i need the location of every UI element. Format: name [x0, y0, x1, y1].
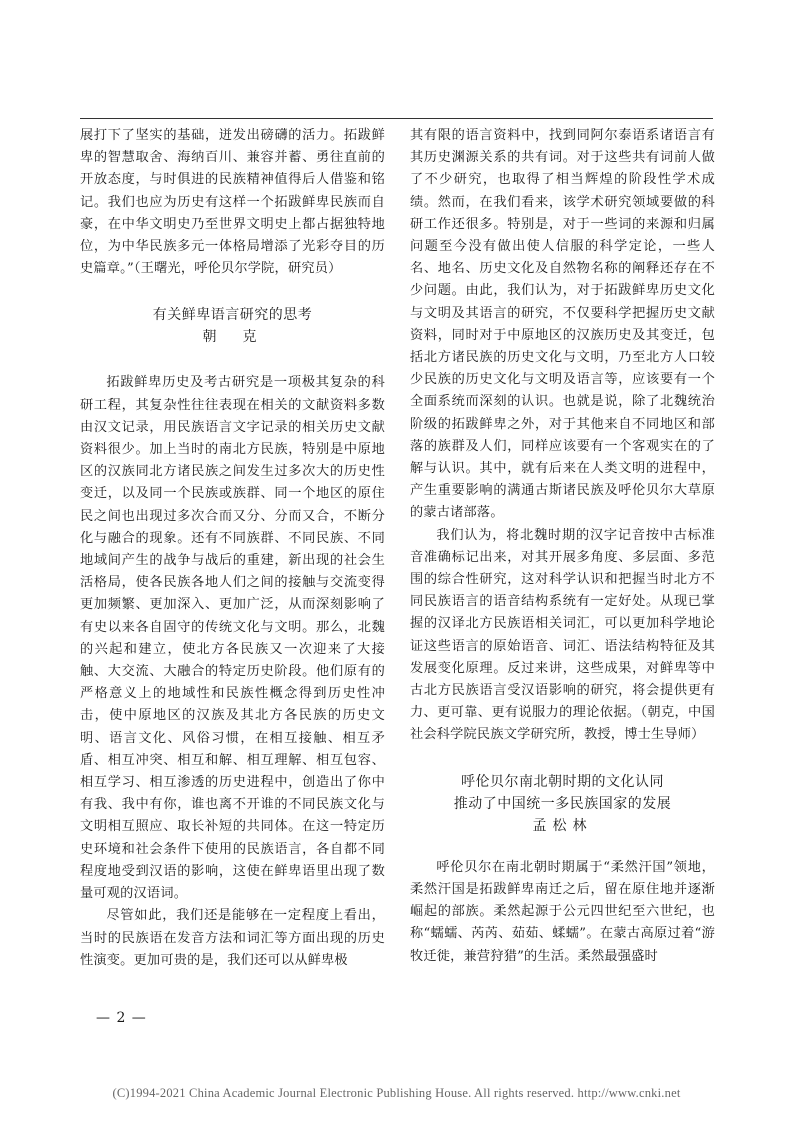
left-column: [80, 125, 385, 972]
right-column: [410, 125, 715, 968]
section-author-mengsonglin: 孟松林: [532, 817, 593, 834]
right-paragraph-3: 呼伦贝尔在南北朝时期属于“柔然汗国”领地，柔然汗国是拓跋鲜卑南迁之后，留在原住地并逐渐崛起的部族。柔然起源于公元四世纪至六世纪，也称“蠕蠕、芮芮、茹茹、蝚蠕”。在蒙古高原过着“游牧迁徙，兼营狩猎”的生活。柔然最强盛时: [410, 859, 715, 964]
right-paragraph-1: 其有限的语言资料中，找到同阿尔泰语系诸语言有其历史渊源关系的共有词。对于这些共有词前人做了不少研究，也取得了相当辉煌的阶段性学术成绩。然而，在我们看来，该学术研究领域要做的科研工作还很多。特别是，对于一些词的来源和归属问题至今没有做出使人信服的科学定论，一些人名、地名、历史文化及自然物名称的阐释还存在不少问题。由此，我们认为，对于拓跋鲜卑历史文化与文明及其语言的研究，不仅要科学把握历史文献资料，同时对于中原地区的汉族历史及其变迁，包括北方诸民族的历史文化与文明，乃至北方人口较少民族的历史文化与文明及语言等，应该要有一个全面系统而深刻的认识。也就是说，除了北魏统治阶级的拓跋鲜卑之外，对于其他来自不同地区和部落的族群及人们，同样应该要有一个客观实在的了解与认识。其中，就有后来在人类文明的进程中，产生重要影响的满通古斯诸民族及呼伦贝尔大草原的蒙古诸部落。: [410, 128, 715, 521]
left-paragraph-2: 拓跋鲜卑历史及考古研究是一项极其复杂的科研工程，其复杂性往往表现在相关的文献资料多数由汉文记录，用民族语言文字记录的相关历史文献资料很少。加上当时的南北方民族，特别是中原地区的汉族同北方诸民族之间发生过多次大的历史性变迁，以及同一个民族或族群、同一个地区的原住民之间也出现过多次合而又分、分而又合，不断分化与融合的现象。还有不同族群、不同民族、不同地域间产生的战争与战后的重建，新出现的社会生活格局，使各民族各地人们之间的接触与交流变得更加频繁、更加深入、更加广泛，从而深刻影响了有史以来各自固守的传统文化与文明。那么，北魏的兴起和建立，使北方各民族又一次迎来了大接触、大交流、大融合的特定历史阶段。他们原有的严格意义上的地域性和民族性概念得到历史性冲击，使中原地区的汉族及其北方各民族的历史文明、语言文化、风俗习惯，在相互接触、相互矛盾、相互冲突、相互和解、相互理解、相互包容、相互学习、相互渗透的历史进程中，创造出了你中有我、我中有你，谁也离不开谁的不同民族文化与文明相互照应、取长补短的共同体。在这一特定历史环境和社会条件下使用的民族语言，各自都不同程度地受到汉语的影响，这使在鲜卑语里出现了数量可观的汉语词。: [80, 375, 385, 902]
page-number: — 2 —: [96, 1010, 147, 1026]
left-paragraph-1: 展打下了坚实的基础，迸发出磅礴的活力。拓跋鲜卑的智慧取舍、海纳百川、兼容并蓄、勇往直前的开放态度，与时俱进的民族精神值得后人借鉴和铭记。我们也应为历史有这样一个拓跋鲜卑民族而自豪，在中华文明史乃至世界文明史上都占据独特地位，为中华民族多元一体格局增添了光彩夺目的历史篇章。”（王曙光，呼伦贝尔学院，研究员）: [80, 128, 385, 277]
right-paragraph-2: 我们认为，将北魏时期的汉字记音按中古标准音准确标记出来，对其开展多角度、多层面、多范围的综合性研究，这对科学认识和把握当时北方不同民族语言的语音结构系统有一定好处。从现已掌握的汉译北方民族语相关词汇，可以更加科学地论证这些语言的原始语音、词汇、语法结构特征及其发展变化原理。反过来讲，这些成果，对鲜卑等中古北方民族语言受汉语影响的研究，将会提供更有力、更可靠、更有说服力的理论依据。（朝克，中国社会科学院民族文学研究所，教授，博士生导师）: [410, 527, 715, 743]
section-title-language: 有关鲜卑语言研究的思考: [152, 307, 313, 324]
copyright-footer: (C)1994-2021 China Academic Journal Electronic Publishing House. All rights reserved. http://www.cnki.net: [112, 1086, 681, 1100]
section-author-chaoke: 朝 克: [202, 329, 263, 346]
section-title-hulunbuir-line2: 推动了中国统一多民族国家的发展: [453, 795, 672, 812]
left-paragraph-3: 尽管如此，我们还是能够在一定程度上看出，当时的民族语在发音方法和词汇等方面出现的历史性演变。更加可贵的是，我们还可以从鲜卑极: [80, 908, 385, 968]
header-rule: [80, 118, 713, 119]
section-title-hulunbuir-line1: 呼伦贝尔南北朝时期的文化认同: [461, 773, 664, 790]
